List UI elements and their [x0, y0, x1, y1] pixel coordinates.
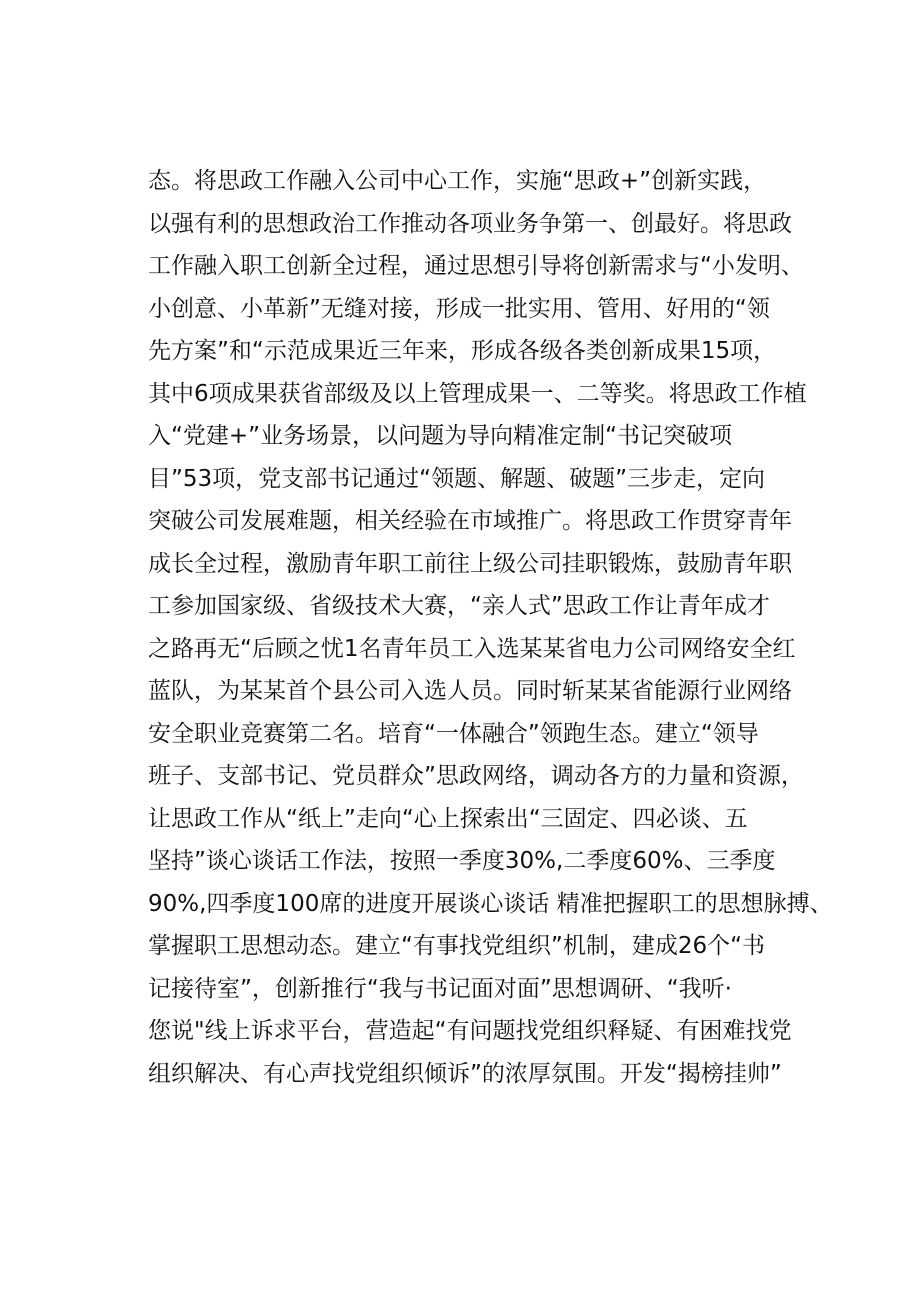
- text-line: 坚持”谈心谈话工作法，按照一季度30%,二季度60%、三季度: [148, 848, 776, 874]
- text-line: 先方案”和“示范成果近三年来，形成各级各类创新成果15项，: [148, 338, 777, 364]
- text-line: 组织解决、有心声找党组织倾诉”的浓厚氛围。开发“揭榜挂帅”: [148, 1060, 782, 1087]
- text-line: 安全职业竞赛第二名。培育“一体融合”领跑生态。建立“领导: [148, 720, 759, 747]
- text-line: 态。将思政工作融入公司中心工作，实施“思政+”创新实践，: [148, 168, 767, 194]
- text-line: 让思政工作从“纸上”走向“心上探索出“三固定、四必谈、五: [148, 805, 748, 832]
- text-line: 小创意、小革新”无缝对接，形成一批实用、管用、好用的“领: [148, 295, 770, 322]
- text-line: 之路再无“后顾之忧1名青年员工入选某某省电力公司网络安全红: [148, 635, 796, 662]
- body-paragraph: [148, 160, 833, 1095]
- text-line: 入“党建+”业务场景，以问题为导向精准定制“书记突破项: [148, 423, 733, 449]
- text-line: 记接待室”，创新推行“我与书记面对面”思想调研、“我听·: [148, 975, 732, 1002]
- text-line: 班子、支部书记、党员群众”思政网络，调动各方的力量和资源，: [148, 763, 804, 789]
- text-line: 工参加国家级、省级技术大赛，“亲人式”思政工作让青年成才: [148, 593, 770, 619]
- text-line: 成长全过程，激励青年职工前往上级公司挂职锻炼，鼓励青年职: [148, 550, 792, 577]
- text-line: 以强有利的思想政治工作推动各项业务争第一、创最好。将思政: [148, 210, 792, 237]
- text-line: 突破公司发展难题，相关经验在市域推广。将思政工作贯穿青年: [148, 508, 792, 534]
- text-line: 掌握职工思想动态。建立“有事找党组织”机制，建成26个“书: [148, 933, 766, 959]
- text-line: 蓝队，为某某首个县公司入选人员。同时斩某某省能源行业网络: [148, 678, 792, 704]
- text-line: 90%,四季度100席的进度开展谈心谈话 精准把握职工的思想脉搏、: [148, 890, 833, 917]
- text-line: 其中6项成果获省部级及以上管理成果一、二等奖。将思政工作植: [148, 380, 807, 407]
- text-line: 您说"线上诉求平台，营造起“有问题找党组织释疑、有困难找党: [148, 1018, 792, 1044]
- text-line: 目”53项，党支部书记通过“领题、解题、破题”三步走，定向: [148, 465, 766, 492]
- text-line: 工作融入职工创新全过程，通过思想引导将创新需求与“小发明、: [148, 253, 804, 279]
